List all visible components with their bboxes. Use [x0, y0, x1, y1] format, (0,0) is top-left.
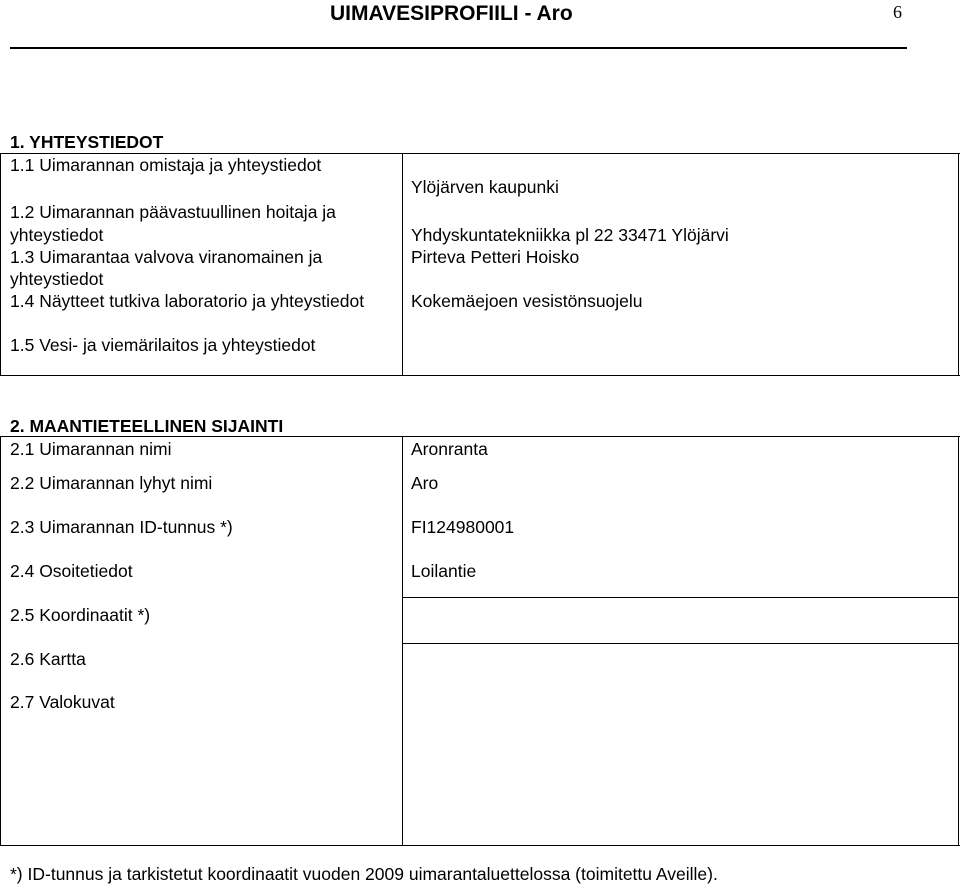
row-1-3-value: Pirteva Petteri Hoisko — [411, 247, 580, 267]
row-2-3-value: FI124980001 — [411, 517, 515, 537]
row-1-1-value: Ylöjärven kaupunki — [411, 177, 559, 197]
footnote: *) ID-tunnus ja tarkistetut koordinaatit vuoden 2009 uimarantaluettelossa (toimitettu Aveille). — [10, 864, 718, 884]
header-rule — [10, 47, 907, 49]
row-1-4-label: 1.4 Näytteet tutkiva laboratorio ja yhteystiedot — [10, 291, 365, 311]
row-2-4-value: Loilantie — [411, 561, 477, 581]
row-2-1-label: 2.1 Uimarannan nimi — [10, 439, 172, 459]
row-2-5-label: 2.5 Koordinaatit *) — [10, 605, 151, 625]
document-title: UIMAVESIPROFIILI - Aro — [330, 2, 573, 25]
row-1-3-label-line1: 1.3 Uimarantaa valvova viranomainen ja — [10, 247, 323, 267]
row-2-2-value: Aro — [411, 473, 439, 493]
row-1-2-value: Yhdyskuntatekniikka pl 22 33471 Ylöjärvi — [411, 225, 729, 245]
row-2-4-label: 2.4 Osoitetiedot — [10, 561, 133, 581]
row-2-1-value: Aronranta — [411, 439, 488, 459]
row-1-5-label: 1.5 Vesi- ja viemärilaitos ja yhteystiedot — [10, 335, 316, 355]
row-2-7-label: 2.7 Valokuvat — [10, 692, 115, 712]
row-1-3-label-line2: yhteystiedot — [10, 269, 104, 289]
row-2-6-label: 2.6 Kartta — [10, 649, 86, 669]
row-2-2-label: 2.2 Uimarannan lyhyt nimi — [10, 473, 213, 493]
row-1-4-value: Kokemäejoen vesistönsuojelu — [411, 291, 643, 311]
page-number: 6 — [893, 2, 902, 22]
section2-heading: 2. MAANTIETEELLINEN SIJAINTI — [10, 416, 284, 436]
row-1-2-label-line2: yhteystiedot — [10, 225, 104, 245]
row-2-3-label: 2.3 Uimarannan ID-tunnus *) — [10, 517, 233, 537]
row-1-1-label: 1.1 Uimarannan omistaja ja yhteystiedot — [10, 155, 322, 175]
row-1-2-label-line1: 1.2 Uimarannan päävastuullinen hoitaja ja — [10, 202, 336, 222]
section1-heading: 1. YHTEYSTIEDOT — [10, 132, 164, 152]
